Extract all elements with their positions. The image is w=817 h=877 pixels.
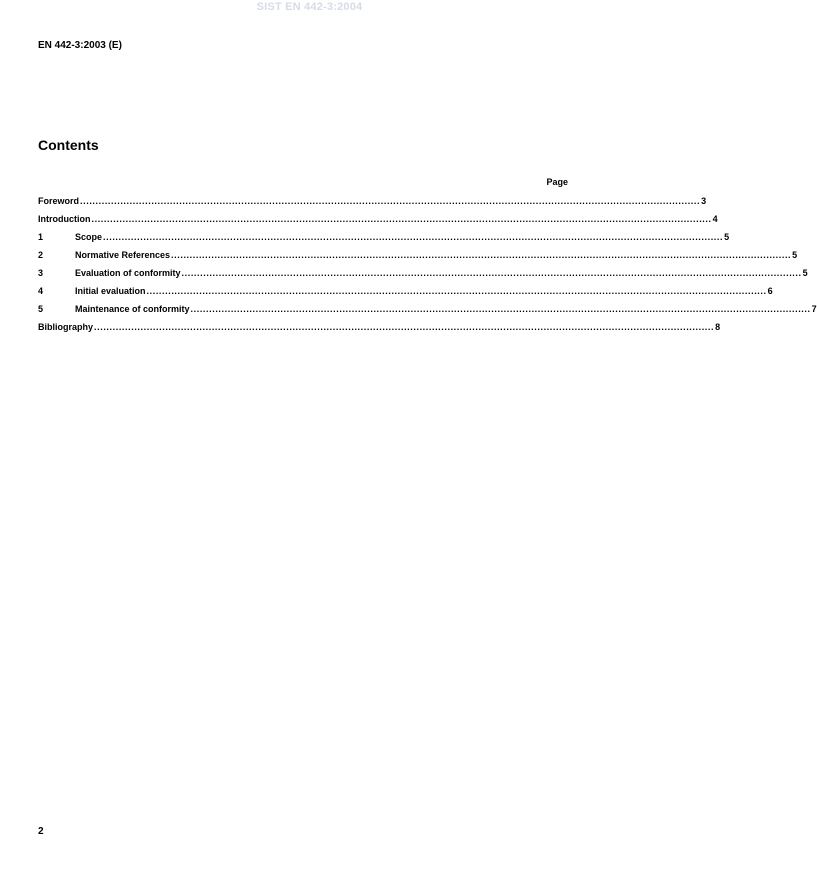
toc-entry-maintenance-of-conformity[interactable]	[38, 303, 817, 321]
toc-entry-title: Foreword	[38, 196, 80, 206]
page-column-label: Page	[546, 177, 568, 187]
toc-entry-page: 8	[715, 322, 721, 332]
toc-entry-page: 5	[792, 250, 798, 260]
toc-leader-dots: ........................................................................................................................................................................................................	[103, 232, 724, 242]
toc-entry-foreword[interactable]	[38, 195, 707, 213]
toc-entry-title: Evaluation of conformity	[75, 268, 181, 278]
toc-entry-page: 3	[701, 196, 707, 206]
toc-entry-number: 4	[38, 286, 44, 296]
toc-entry-title: Normative References	[75, 250, 171, 260]
toc-leader-dots: ........................................................................................................................................................................................................	[80, 196, 701, 206]
contents-heading: Contents	[38, 137, 99, 153]
toc-entry-number: 2	[38, 250, 44, 260]
document-identifier: EN 442-3:2003 (E)	[38, 40, 122, 51]
toc-entry-number: 5	[38, 304, 44, 314]
toc-leader-dots: ........................................................................................................................................................................................................	[146, 286, 767, 296]
toc-leader-dots: ........................................................................................................................................................................................................	[91, 214, 712, 224]
toc-entry-normative-references[interactable]	[38, 249, 798, 267]
page-number: 2	[38, 826, 44, 837]
toc-entry-number: 1	[38, 232, 44, 242]
toc-leader-dots: ........................................................................................................................................................................................................	[190, 304, 811, 314]
toc-leader-dots: ........................................................................................................................................................................................................	[171, 250, 792, 260]
toc-entry-initial-evaluation[interactable]	[38, 285, 773, 303]
toc-entry-bibliography[interactable]	[38, 321, 721, 339]
toc-entry-page: 7	[811, 304, 817, 314]
toc-leader-dots: ........................................................................................................................................................................................................	[181, 268, 802, 278]
toc-entry-page: 5	[724, 232, 730, 242]
toc-entry-page: 5	[802, 268, 808, 278]
toc-leader-dots: ........................................................................................................................................................................................................	[94, 322, 715, 332]
toc-entry-title: Initial evaluation	[75, 286, 146, 296]
toc-entry-introduction[interactable]	[38, 213, 718, 231]
toc-entry-page: 6	[767, 286, 773, 296]
table-of-contents	[38, 195, 817, 339]
toc-entry-title: Bibliography	[38, 322, 94, 332]
toc-entry-title: Introduction	[38, 214, 91, 224]
toc-entry-page: 4	[712, 214, 718, 224]
watermark: SIST EN 442-3:2004	[256, 1, 363, 13]
toc-entry-scope[interactable]	[38, 231, 730, 249]
toc-entry-number: 3	[38, 268, 44, 278]
toc-entry-evaluation-of-conformity[interactable]	[38, 267, 808, 285]
toc-entry-title: Maintenance of conformity	[75, 304, 190, 314]
toc-entry-title: Scope	[75, 232, 103, 242]
